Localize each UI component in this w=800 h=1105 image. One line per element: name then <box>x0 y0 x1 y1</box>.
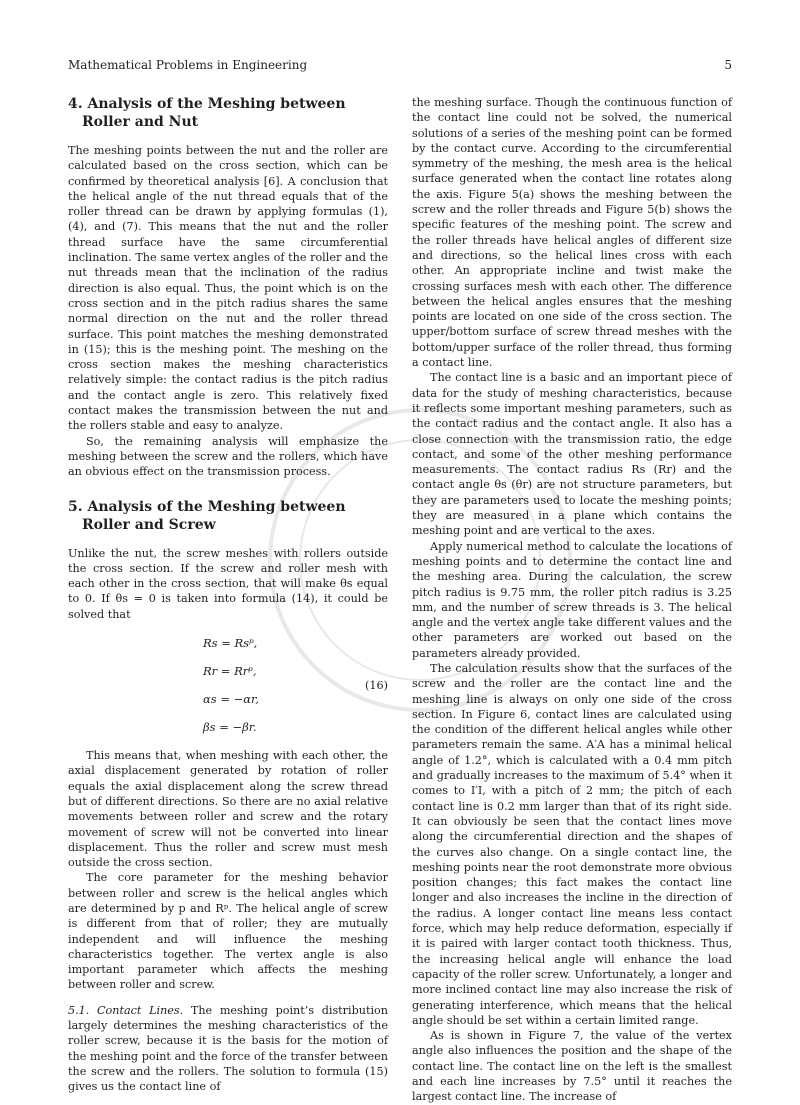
paragraph: So, the remaining analysis will emphasize the meshing between the screw and the rollers, which have an obvious effect on the transmission process. <box>68 434 388 479</box>
equation-line: αs = −αr, <box>203 692 259 707</box>
paragraph: the meshing surface. Though the continuous function of the contact line could not be solved, the numerical solutions of a series of the meshing point can be formed by the contact curve. According to the circumferential symmetry of the meshing, the mesh area is the helical surface generated when the contact line rotates along the axis. Figure 5(a) shows the meshing between the screw and the roller threads and Figure 5(b) shows the specific features of the meshing point. The screw and the roller threads have helical angles of different size and directions, so the helical lines cross with each other. An appropriate incline and twist make the crossing surfaces mesh with each other. The difference between the helical angles ensures that the meshing points are located on one side of the cross section. The upper/bottom surface of screw thread meshes with the bottom/upper surface of the roller thread, thus forming a contact line. <box>412 96 732 370</box>
paragraph <box>68 1003 388 1095</box>
section-5-heading: 5. Analysis of the Meshing between Roller and Screw <box>68 498 346 533</box>
right-column <box>412 95 732 1105</box>
equation-16 <box>68 632 388 740</box>
paragraph: The meshing points between the nut and the roller are calculated based on the cross section, which can be confirmed by theoretical analysis [6]. A conclusion that the helical angle of the nut thread equals that of the roller thread can be drawn by applying formulas (1), (4), and (7). This means that the nut and the roller thread surface have the same circumferential inclination. The same vertex angles of the roller and the nut threads mean that the inclination of the radius direction is also equal. Thus, the point which is on the cross section and in the pitch radius shares the same normal direction on the nut and the roller thread surface. This point matches the meshing demonstrated in (15); this is the meshing point. The meshing on the cross section makes the meshing characteristics relatively simple: the contact radius is the pitch radius and the contact angle is zero. This relatively fixed contact makes the transmission between the nut and the rollers stable and easy to analyze. <box>68 144 388 433</box>
left-column <box>68 95 388 1095</box>
paragraph: Apply numerical method to calculate the locations of meshing points and to determine the contact line and the meshing area. During the calculation, the screw pitch radius is 9.75 mm, the roller pitch radius is 3.25 mm, and the number of screw threads is 3. The helical angle and the vertex angle take different values and the other parameters are worked out based on the parameters already provided. <box>412 539 732 660</box>
paragraph: This means that, when meshing with each other, the axial displacement generated by rotation of roller equals the axial displacement along the screw thread but of different directions. So there are no axial relative movements between roller and screw and the rotary movement of screw will not be converted into linear displacement. Thus the roller and screw must mesh outside the cross section. <box>68 749 388 870</box>
equation-number: (16) <box>365 679 388 693</box>
equation-line: Rs = Rsᵖ, <box>203 636 258 651</box>
page-number: 5 <box>724 58 732 72</box>
paragraph: As is shown in Figure 7, the value of the vertex angle also influences the position and the shape of the contact line. The contact line on the left is the smallest and each line increases by 7.5° until it reaches the largest contact line. The increase of <box>412 1029 732 1104</box>
equation-line: Rr = Rrᵖ, <box>203 664 257 679</box>
subsection-5-1-title: 5.1. Contact Lines. <box>68 1003 184 1017</box>
subsection-5-1-text: The meshing point’s distribution largely determines the meshing characteristics of the roller screw, because it is the basis for the motion of the meshing point and the force of the transfer between the screw and the rollers. The solution to formula (15) gives us the contact line of <box>68 1003 388 1094</box>
paragraph: The contact line is a basic and an important piece of data for the study of meshing characteristics, because it reflects some important meshing parameters, such as the contact radius and the contact angle. It also has a close connection with the transmission ratio, the edge contact, and some of the other meshing performance measurements. The contact radius Rs (Rr) and the contact angle θs (θr) are not structure parameters, but they are parameters used to locate the meshing points; they are measured in a plane which contains the meshing point and are vertical to the axes. <box>412 371 732 538</box>
paragraph: Unlike the nut, the screw meshes with rollers outside the cross section. If the screw and roller mesh with each other in the cross section, that will make θs equal to 0. If θs = 0 is taken into formula (14), it could be solved that <box>68 546 388 621</box>
running-head: Mathematical Problems in Engineering <box>68 58 308 72</box>
section-4-heading: 4. Analysis of the Meshing between Roller and Nut <box>68 96 346 130</box>
paragraph: The calculation results show that the surfaces of the screw and the roller are the contact line and the meshing line is always on only one side of the cross section. In Figure 6, contact lines are calculated using the condition of the different helical angles while other parameters remain the same. A′A has a minimal helical angle of 1.2°, which is calculated with a 0.4 mm pitch and gradually increases to the maximum of 5.4° when it comes to I′I, with a pitch of 2 mm; the pitch of each contact line is 0.2 mm larger than that of its right side. It can obviously be seen that the contact lines move along the circumferential direction and the shapes of the curves also change. On a single contact line, the meshing points near the root demonstrate more obvious position changes; this fact makes the contact line longer and also increases the incline in the direction of the radius. A longer contact line means less contact force, which may help reduce deformation, especially if it is paired with larger contact tooth thickness. Thus, the increasing helical angle will enhance the load capacity of the roller screw. Unfortunately, a longer and more inclined contact line may also increase the risk of generating interference, which means that the helical angle should be set within a certain limited range. <box>412 661 732 1027</box>
paragraph: The core parameter for the meshing behavior between roller and screw is the helical angles which are determined by p and Rᵖ. The helical angle of screw is different from that of roller; they are mutually independent and will influence the meshing characteristics together. The vertex angle is also important parameter which affects the meshing between roller and screw. <box>68 871 388 992</box>
equation-line: βs = −βr. <box>203 720 257 735</box>
